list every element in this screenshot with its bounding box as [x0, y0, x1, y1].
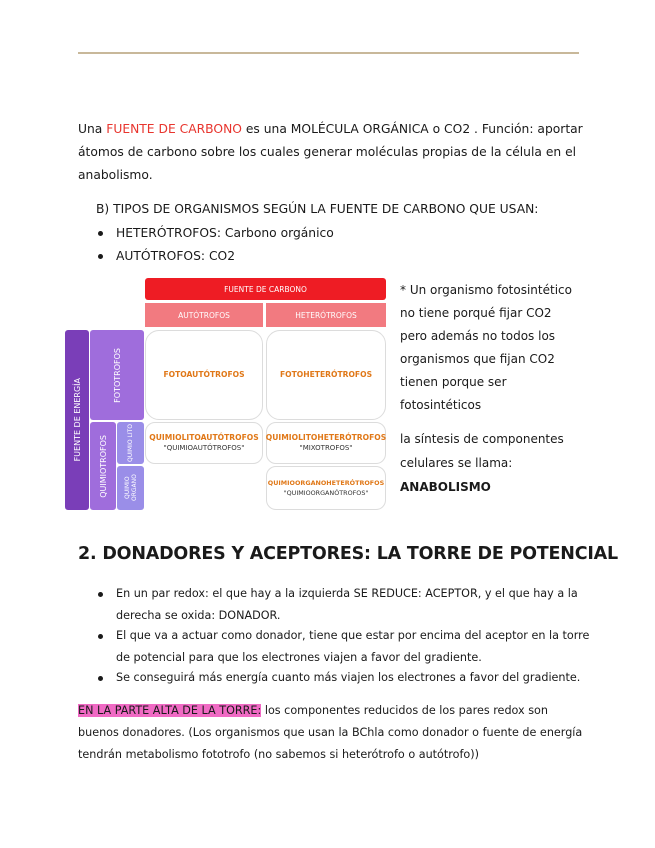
chemo-organo-bar: QUIMIO ORGANO [117, 466, 144, 510]
chemoorganoheterotrophs-cell: QUIMIOORGANOHETERÓTROFOS "QUIMIOORGANÓTROFOS" [266, 466, 386, 510]
donor-bullet-line-1: El que va a actuar como donador, tiene que estar por encima del aceptor en la torre [116, 629, 590, 642]
bullet-dot [98, 231, 103, 236]
tower-top-highlight: EN LA PARTE ALTA DE LA TORRE: [78, 704, 262, 717]
autotrophs-header: AUTÓTROFOS [145, 303, 263, 327]
bullet-dot [98, 592, 103, 597]
header-rule [78, 52, 579, 54]
carbon-source-header: FUENTE DE CARBONO [145, 278, 386, 300]
intro-line-2: átomos de carbono sobre los cuales generar moléculas propias de la célula en el [78, 145, 577, 159]
bullet-heterotrophs: HETERÓTROFOS: Carbono orgánico [116, 226, 334, 240]
intro-line-3: anabolismo. [78, 168, 153, 182]
intro-line-1: Una FUENTE DE CARBONO es una MOLÉCULA ORGÁNICA o CO2 . Función: aportar [78, 122, 583, 136]
section-2-title: 2. DONADORES Y ACEPTORES: LA TORRE DE POTENCIAL [78, 544, 618, 564]
bullet-dot [98, 254, 103, 259]
tower-top-line-1: EN LA PARTE ALTA DE LA TORRE: los componentes reducidos de los pares redox son [78, 704, 548, 717]
bullet-autotrophs: AUTÓTROFOS: CO2 [116, 249, 236, 263]
chemo-litho-bar: QUIMIO LITO [117, 422, 144, 464]
redox-bullet-line-2: derecha se oxida: DONADOR. [116, 609, 281, 622]
phototrophs-bar: FOTOTROFOS [90, 330, 144, 420]
bullet-dot [98, 634, 103, 639]
chemolithoheterotrophs-cell: QUIMIOLITOHETERÓTROFOS "MIXOTROFOS" [266, 422, 386, 464]
chemotrophs-bar: QUIMIOTROFOS [90, 422, 116, 510]
chemolithoautotrophs-cell: QUIMIOLITOAUTÓTROFOS "QUIMIOAUTÓTROFOS" [145, 422, 263, 464]
anabolism-term: ANABOLISMO [400, 480, 491, 494]
photoautotrophs-cell: FOTOAUTÓTROFOS [145, 330, 263, 420]
bullet-dot [98, 676, 103, 681]
photoheterotrophs-cell: FOTOHETERÓTROFOS [266, 330, 386, 420]
energy-bullet: Se conseguirá más energía cuanto más viajen los electrones a favor del gradiente. [116, 671, 581, 684]
tower-top-line-3: tendrán metabolismo fototrofo (no sabemos si heterótrofo o autótrofo)) [78, 748, 480, 761]
section-b-heading: B) TIPOS DE ORGANISMOS SEGÚN LA FUENTE DE CARBONO QUE USAN: [96, 202, 539, 216]
redox-bullet-line-1: En un par redox: el que hay a la izquierda SE REDUCE: ACEPTOR, y el que hay a la [116, 587, 578, 600]
energy-source-bar: FUENTE DE ENERGÍA [65, 330, 89, 510]
carbon-source-term: FUENTE DE CARBONO [106, 122, 242, 136]
heterotrophs-header: HETERÓTROFOS [266, 303, 386, 327]
donor-bullet-line-2: de potencial para que los electrones viajen a favor del gradiente. [116, 651, 482, 664]
tower-top-line-2: buenos donadores. (Los organismos que usan la BChla como donador o fuente de energía [78, 726, 583, 739]
